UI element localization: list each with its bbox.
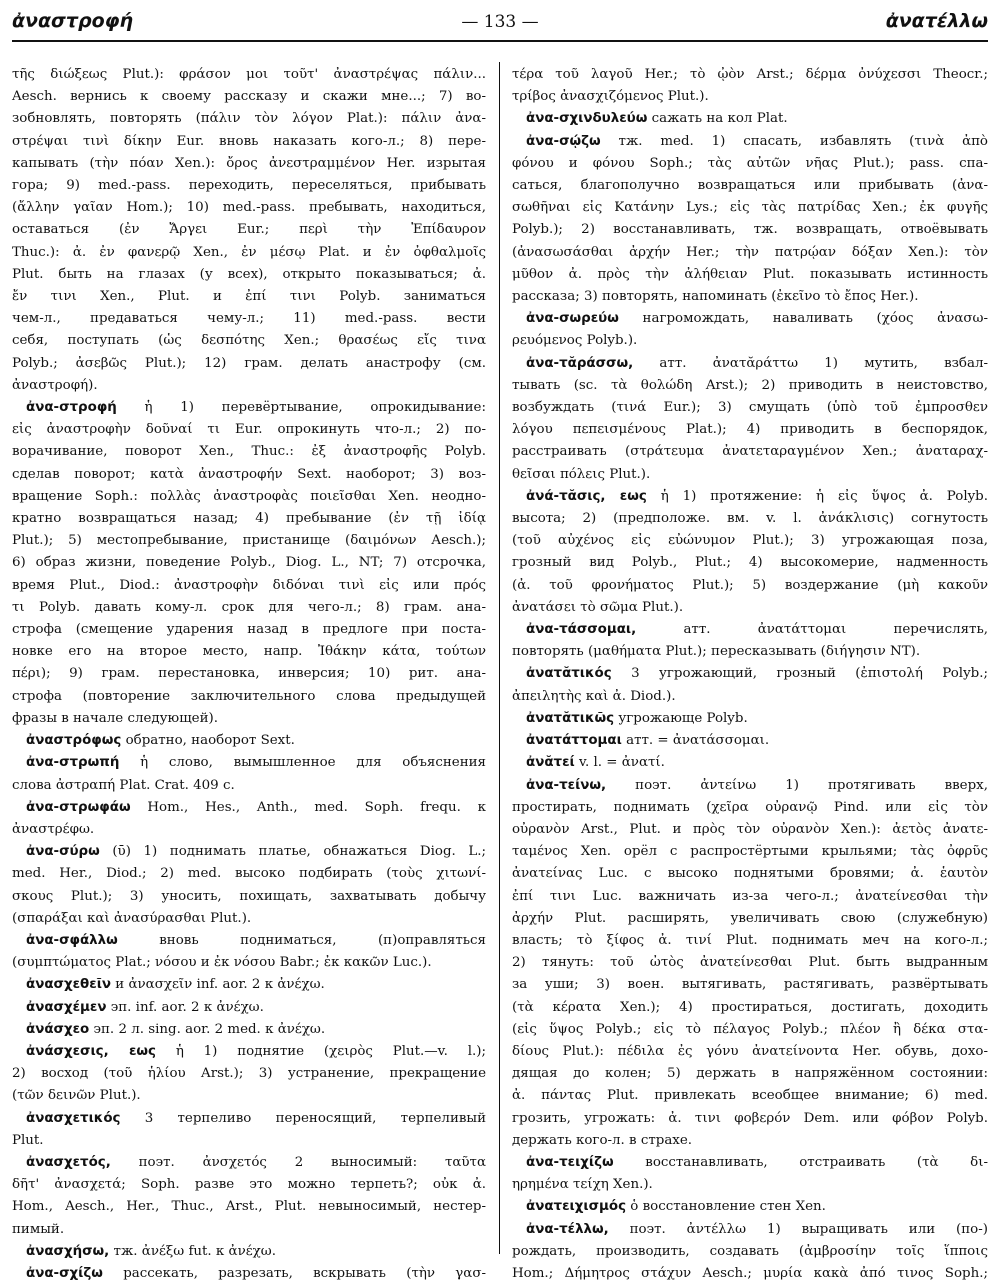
text-line: держать кого-л. в страхе.	[512, 1132, 693, 1148]
text-line: ἀνατᾰτικός 3 угрожающий, грозный (ἐπιστολή Polyb.;	[526, 666, 988, 682]
text-line: грозный вид Polyb., Plut.; 4) высокомерие, надменность	[512, 555, 988, 571]
text-line: ἀνα-σύρω (ῡ) 1) поднимать платье, обнажаться Diog. L.;	[26, 844, 486, 860]
text-line: новке его на второе место, напр. Ἰθάκην κάτα, τούτων	[12, 644, 486, 660]
entry-headword: ἀνα-τάσσομαι,	[526, 622, 637, 638]
text-line: εἰς ἀναστροφὴν δοῦναί τι Eur. опрокинуть что-л.; 2) по-	[12, 422, 486, 438]
text-line: ἀνά-τᾰσις, εως ἡ 1) протяжение: ἡ εἰς ὕψος ἀ. Polyb.	[526, 488, 988, 504]
text-line: ταμένος Xen. орёл с распростёртыми крыльями; τὰς ὀφρῦς	[512, 844, 988, 860]
text-line: строфа (смещение ударения назад в предлоге при поста-	[12, 622, 486, 638]
entry-headword: ἀνα-σφάλλω	[26, 932, 118, 948]
text-line: σωθῆναι εἰς Κατάνην Lys.; εἰς τὰς πατρίδας Xen.; ἐκ φυγῆς	[512, 200, 988, 216]
entry-headword: ἀνατᾰτικός	[526, 666, 612, 682]
text-line: расстраивать (στράτευμα ἀνατεταραγμένον Xen.; ἀναταραχ-	[512, 444, 988, 460]
entry-headword: ἀνα-τέλλω,	[526, 1221, 609, 1237]
entry-headword: ἀνασχετικός	[26, 1110, 121, 1126]
text-line: за уши; 3) воен. вытягивать, растягивать, развёртывать	[512, 977, 988, 993]
text-line: med. Her., Diod.; 2) med. высоко подбирать (τοὺς χιτωνί-	[12, 866, 486, 882]
entry-headword: ἀνάσχεσις, εως	[26, 1043, 156, 1059]
text-line: 2) тянуть: τοῦ ὠτὸς ἀνατείνεσθαι Plut. быть выдранным	[512, 955, 988, 971]
text-line: ἀναστρόφως обратно, наоборот Sext.	[26, 733, 295, 749]
text-line: Plut.); 5) местопребывание, пристанище (δαιμόνων Aesch.);	[12, 533, 486, 549]
text-line: Plut.	[12, 1132, 44, 1148]
text-line: ἀνασχεθεῖν и ἀνασχεῖν inf. aor. 2 к ἀνέχω.	[26, 977, 325, 993]
text-line: строфа (повторение заключительного слова предыдущей	[12, 688, 486, 704]
text-line: оставаться (ἐν Ἄργει Eur.; περὶ τὴν Ἐπίδαυρον	[12, 222, 486, 238]
text-line: ἀνατᾰτικῶς угрожающе Polyb.	[526, 710, 748, 726]
text-line: ηρημένα τείχη Xen.).	[512, 1177, 653, 1193]
text-line: высота; 2) (предположе. вм. v. l. ἀνάκλισις) согнутость	[512, 511, 988, 527]
entry-headword: ἀνατειχισμός	[526, 1199, 627, 1215]
entry-headword: ἀνασχήσω,	[26, 1243, 110, 1259]
text-line: λόγου πεπεισμένους Plat.); 4) приводить в беспорядок,	[512, 422, 988, 438]
text-line: ρευόμενος Polyb.).	[512, 333, 638, 349]
header-rule	[12, 40, 988, 42]
text-line: ἀνα-σωρεύω нагромождать, наваливать (χόος ἀνασω-	[526, 311, 988, 327]
text-line: φόνου и φόνου Soph.; τὰς αὐτῶν νῆας Plut.); pass. спа-	[512, 155, 988, 171]
text-line: слова ἀστραπή Plat. Crat. 409 c.	[12, 777, 235, 793]
entry-headword: ἀνα-τᾰράσσω,	[526, 355, 634, 371]
text-line: οὐρανὸν Arst., Plut. и πρὸς τὸν οὐρανὸν Xen.): ἀετὸς ἀνατε-	[512, 821, 988, 837]
text-line: дящая до колен; 5) держать в напряжённом состоянии:	[512, 1066, 988, 1082]
entry-headword: ἀνασχετός,	[26, 1154, 111, 1170]
text-line: ἀνασχήσω, тж. ἀνέξω fut. к ἀνέχω.	[26, 1243, 276, 1259]
text-line: ἀνα-σῴζω тж. med. 1) спасать, избавлять (τινὰ ἀπὸ	[526, 133, 988, 149]
text-line: ἐπί τινι Luc. важничать из-за чего-л.; ἀνατείνεσθαι τὴν	[512, 888, 988, 904]
entry-headword: ἀνᾰτεί	[526, 755, 575, 771]
text-line: время Plut., Diod.: ἀναστροφὴν διδόναι τινὶ εἰς или πρός	[12, 577, 486, 593]
text-line: Thuc.): ἀ. ἐν φανερῷ Xen., ἐν μέσῳ Plat. и ἐν ὀφθαλμοῖς	[12, 244, 486, 260]
text-line: возбуждать (τινά Eur.); 3) смущать (ὑπὸ τοῦ ἐμπροσθεν	[512, 400, 988, 416]
text-line: Polyb.; ἀσεβῶς Plut.); 12) грам. делать анастрофу (см.	[12, 355, 486, 371]
entry-headword: ἀνα-τείνω,	[526, 777, 607, 793]
text-line: ἀνασχέμεν эп. inf. aor. 2 к ἀνέχω.	[26, 999, 264, 1015]
text-line: Hom.; Δήμητρος στάχυν Aesch.; μυρία κακὰ ἀπό τινος Soph.;	[512, 1265, 988, 1281]
running-header	[12, 10, 988, 42]
entry-headword: ἀνατᾰτικῶς	[526, 710, 615, 726]
text-line: Polyb.); 2) восстанавливать, тж. возвращать, отвоёвывать	[512, 222, 988, 238]
text-line: ἀνα-τέλλω, поэт. ἀντέλλω 1) выращивать или (по-)	[526, 1221, 988, 1237]
text-line: гора; 9) med.-pass. переходить, переселяться, прибывать	[12, 178, 486, 194]
text-line: ἔν τινι Xen., Plut. и ἐπί τινι Polyb. заниматься	[12, 289, 486, 305]
text-line: ἀνατάττομαι атт. = ἀνατάσσομαι.	[526, 733, 770, 749]
text-line: δίους Plut.): πέδιλα ἐς γόνυ ἀνατείνοντα Her. обувь, дохо-	[512, 1043, 988, 1059]
text-line: ворачивание, поворот Xen., Thuc.: ἐξ ἀναστροφῆς Polyb.	[12, 444, 486, 460]
text-line: вращение Soph.: πολλὰς ἀναστροφὰς ποιεῖσθαι Xen. неодно-	[12, 488, 486, 504]
entry-headword: ἀνα-τειχίζω	[526, 1154, 614, 1170]
right-column	[512, 64, 988, 1281]
text-line: ἀνα-τᾰράσσω, атт. ἀνατᾰράττω 1) мутить, взбал-	[526, 355, 988, 371]
text-line: зобновлять, повторять (πάλιν τὸν λόγον Plat.): πάλιν ἀνα-	[12, 111, 486, 127]
entry-headword: ἀναστρόφως	[26, 733, 122, 749]
text-line: сделав поворот; κατὰ ἀναστροφήν Sext. наоборот; 3) воз-	[12, 466, 486, 482]
text-line: грозить, угрожать: ἀ. τινι φοβερόν Dem. или φόβον Polyb.	[512, 1110, 988, 1126]
text-line: Plut. быть на глазах (у всех), открыто показываться; ἀ.	[12, 266, 486, 282]
text-line: ἀπειλητὴς καὶ ἀ. Diod.).	[512, 688, 676, 704]
entry-headword: ἀνά-τᾰσις, εως	[526, 488, 647, 504]
text-line: (τῶν δεινῶν Plut.).	[12, 1088, 141, 1104]
entry-headword: ἀνα-στρωπή	[26, 755, 120, 771]
text-line: (σπαράξαι καὶ ἀνασύρασθαι Plut.).	[12, 910, 252, 926]
text-line: ἀνα-στροφή ἡ 1) перевёртывание, опрокидывание:	[26, 400, 486, 416]
text-line: 6) образ жизни, поведение Polyb., Diog. L., NT; 7) отсрочка,	[12, 555, 486, 571]
text-line: στρέψαι τινὶ δίκην Eur. вновь наказать кого-л.; 8) пере-	[12, 133, 486, 149]
text-line: повторять (μαθήματα Plut.); пересказывать (διήγησιν NT).	[512, 644, 921, 660]
text-line: ἀνάσχεο эп. 2 л. sing. aor. 2 med. к ἀνέχω.	[26, 1021, 326, 1037]
left-column	[12, 64, 487, 1281]
text-line: себя, поступать (ὡς δεσπότης Xen.; θρασέως εἴς τινα	[12, 333, 486, 349]
text-line: ἀνᾰτεί v. l. = ἀνατί.	[526, 755, 665, 771]
text-line: ἀ. πάντας Plut. привлекать всеобщее внимание; 6) med.	[512, 1088, 988, 1104]
entry-headword: ἀνάσχεο	[26, 1021, 90, 1037]
text-line: саться, благополучно возвращаться или прибывать (ἀνα-	[512, 178, 988, 194]
text-line: ἀνα-στρωφάω Hom., Hes., Anth., med. Soph. frequ. к	[26, 799, 486, 815]
text-line: τρίβος ἀνασχιζόμενος Plut.).	[512, 89, 709, 105]
text-line: ἀνάσχεσις, εως ἡ 1) поднятие (χειρὸς Plut.—v. l.);	[26, 1043, 487, 1059]
text-line: (εἰς ὕψος Polyb.; εἰς τὸ πέλαγος Polyb.; πλέον ἢ δέκα στα-	[512, 1021, 988, 1037]
text-line: ἀνασχετικός 3 терпеливо переносящий, терпеливый	[26, 1110, 486, 1126]
entry-headword: ἀνασχεθεῖν	[26, 977, 112, 993]
text-line: ἀνασχετός, поэт. ἀνσχετός 2 выносимый: ταῦτα	[26, 1154, 486, 1170]
text-line: (ἄλλην γαῖαν Hom.); 10) med.-pass. пребывать, находиться,	[12, 200, 486, 216]
text-line: ἀνα-σφάλλω вновь подниматься, (п)оправляться	[26, 932, 486, 948]
text-line: (συμπτώματος Plat.; νόσου и ἐκ νόσου Babr.; ἐκ κακῶν Luc.).	[12, 955, 432, 971]
text-line: ἀνα-τάσσομαι, атт. ἀνατάττομαι перечислять,	[526, 622, 988, 638]
text-line: πέρι); 9) грам. перестановка, инверсия; 10) рит. ана-	[12, 666, 486, 682]
text-line: ἀνατειχισμός ὁ восстановление стен Xen.	[526, 1199, 826, 1215]
text-line: ἀνατάσει τὸ σῶμα Plut.).	[512, 599, 684, 615]
text-line: чем-л., предаваться чему-л.; 11) med.-pass. вести	[12, 311, 486, 327]
text-line: ἀνατείνας Luc. с высоко поднятыми бровями; ἀ. ἑαυτὸν	[512, 866, 988, 882]
text-line: ἀρχήν Plut. расширять, увеличивать свою (служебную)	[512, 910, 988, 926]
text-line: пимый.	[12, 1221, 65, 1237]
entry-headword: ἀνα-σχίζω	[26, 1265, 103, 1281]
entry-headword: ἀνα-σωρεύω	[526, 311, 619, 327]
text-line: простирать, поднимать (χεῖρα οὐρανῷ Pind. или εἰς τὸν	[512, 799, 988, 815]
entry-headword: ἀνα-σύρω	[26, 844, 100, 860]
text-line: τῆς διώξεως Plut.): φράσον μοι τοῦτ' ἀναστρέψας πάλιν...	[12, 67, 486, 82]
text-line: σκους Plut.); 3) уносить, похищать, захватывать добычу	[12, 888, 486, 904]
text-line: μῦθον ἀ. πρὸς τὴν ἀλήθειαν Plut. показывать истинность	[512, 266, 988, 282]
text-line: ἀνα-σχινδυλεύω сажать на кол Plat.	[526, 111, 788, 127]
text-line: (τὰ κέρατα Xen.); 4) простираться, достигать, доходить	[512, 999, 988, 1015]
text-line: рождать, производить, создавать (ἀμβροσίην τοῖς ἵπποις	[512, 1243, 988, 1259]
text-line: Hom., Aesch., Her., Thuc., Arst., Plut. невыносимый, нестер-	[12, 1199, 486, 1215]
text-line: кратно возвращаться назад; 4) пребывание (ἐν τῇ ἰδίᾳ	[12, 511, 486, 527]
text-line: власть; τὸ ξίφος ἀ. τινί Plut. поднимать меч на кого-л.;	[512, 932, 988, 948]
text-line: ἀνα-σχίζω рассекать, разрезать, вскрывать (τὴν γασ-	[26, 1265, 486, 1281]
text-line: (ἀ. τοῦ φρονήματος Plut.); 5) воздержание (μὴ κακοῦν	[512, 577, 988, 593]
column-divider	[499, 62, 500, 1254]
text-line: Aesch. вернись к своему рассказу и скажи мне...; 7) во-	[12, 89, 486, 105]
text-line: τι Polyb. давать кому-л. срок для чего-л.; 8) грам. ана-	[12, 599, 486, 615]
entry-headword: ἀνασχέμεν	[26, 999, 107, 1015]
text-line: тывать (sc. τὰ θολώδη Arst.); 2) приводить в неистовство,	[512, 377, 988, 393]
text-line: (τοῦ αὐχένος εἰς εὐώνυμον Plut.); 3) угрожающая поза,	[512, 533, 988, 549]
text-line: ἀνα-τειχίζω восстанавливать, отстраивать (τὰ δι-	[526, 1154, 988, 1170]
text-line: фразы в начале следующей).	[12, 710, 218, 726]
entry-headword: ἀνα-στροφή	[26, 400, 117, 416]
header-right-headword: ἀνατέλλω	[885, 10, 988, 32]
header-left-headword: ἀναστροφή	[12, 10, 134, 32]
text-line: капывать (τὴν πόαν Xen.): ὄρος ἀνεστραμμένον Her. изрытая	[12, 155, 486, 171]
text-line: θεῖσαι πόλεις Plut.).	[512, 466, 651, 482]
text-line: ἀνα-τείνω, поэт. ἀντείνω 1) протягивать вверх,	[526, 777, 988, 793]
text-line: (ἀνασωσάσθαι ἀρχήν Her.; τὴν πατρῴαν δόξαν Xen.): τὸν	[512, 244, 988, 260]
text-line: ἀναστροφή).	[12, 377, 98, 393]
text-line: δῆτ' ἀνασχετά; Soph. разве это можно терпеть?; οὐκ ἀ.	[12, 1177, 486, 1193]
entry-headword: ἀνατάττομαι	[526, 733, 622, 749]
text-line: рассказа; 3) повторять, напоминать (ἐκεῖνο τὸ ἔπος Her.).	[512, 289, 919, 305]
text-line: 2) восход (τοῦ ἡλίου Arst.); 3) устранение, прекращение	[12, 1066, 486, 1082]
text-line: ἀναστρέφω.	[12, 821, 95, 837]
entry-headword: ἀνα-στρωφάω	[26, 799, 131, 815]
text-line: τέρα τοῦ λαγοῦ Her.; τὸ ᾠὸν Arst.; δέρμα ὀνύχεσσι Theocr.;	[512, 67, 988, 82]
entry-headword: ἀνα-σχινδυλεύω	[526, 111, 648, 127]
text-line: ἀνα-στρωπή ἡ слово, вымышленное для объяснения	[26, 755, 486, 771]
entry-headword: ἀνα-σῴζω	[526, 133, 601, 149]
page-number: — 133 —	[461, 12, 539, 32]
